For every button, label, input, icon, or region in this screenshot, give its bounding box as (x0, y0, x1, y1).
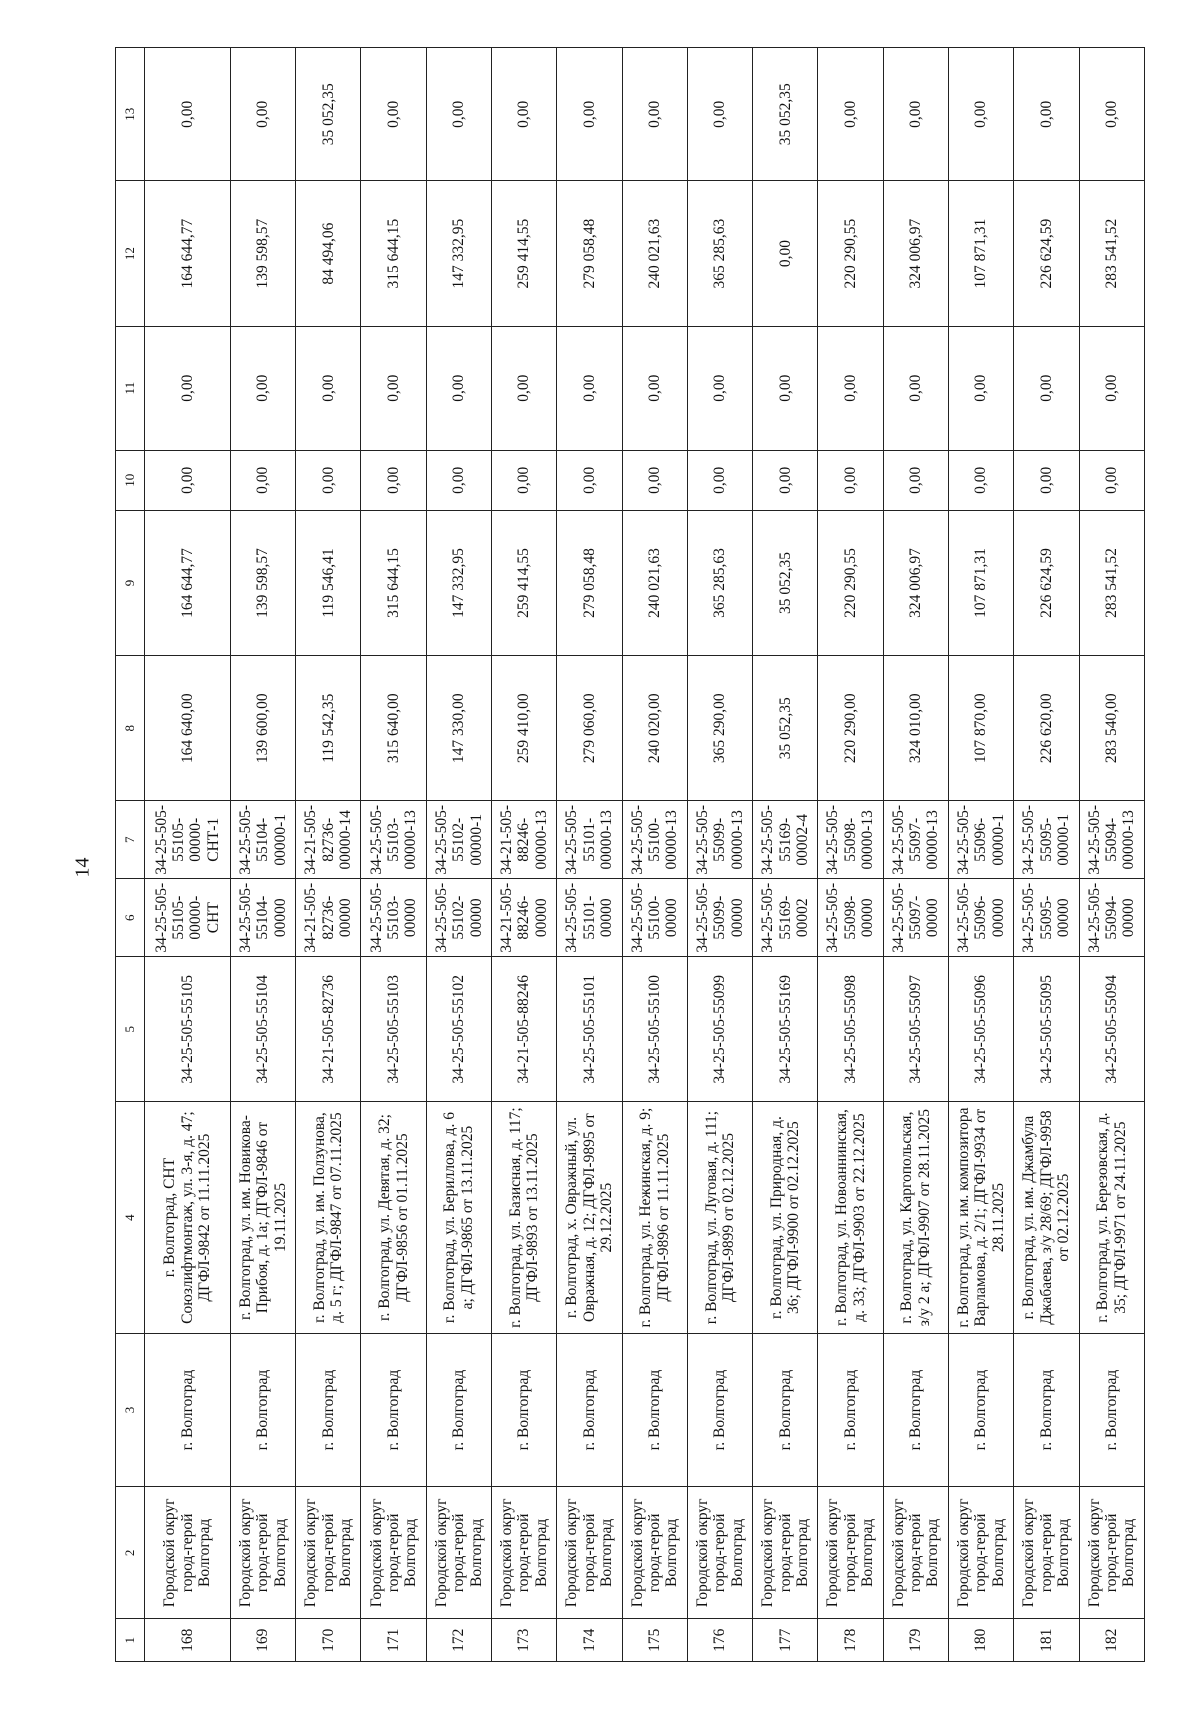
amount-col12-cell: 84 494,06 (296, 181, 361, 326)
address-contract-cell: г. Волгоград, ул. им. композитора Варламова, д. 2/1; ДГФЛ-9934 от 28.11.2025 (948, 1102, 1013, 1333)
amount-col10-cell: 0,00 (145, 450, 231, 510)
object-code-cell: 34-21-505-88246-00000 (491, 879, 556, 957)
point-code-cell: 34-21-505-82736-00000-14 (296, 801, 361, 879)
table-row (426, 48, 491, 1662)
amount-col11-cell: 0,00 (948, 326, 1013, 450)
table-row (145, 48, 231, 1662)
amount-col9-cell: 220 290,55 (818, 510, 883, 655)
municipality-cell: Городской округ город-герой Волгоград (622, 1487, 687, 1619)
settlement-cell: г. Волгоград (1014, 1333, 1079, 1486)
settlement-cell: г. Волгоград (145, 1333, 231, 1486)
amount-col12-cell: 365 285,63 (687, 181, 752, 326)
row-number-cell: 179 (883, 1619, 948, 1662)
settlement-cell: г. Волгоград (818, 1333, 883, 1486)
row-number-cell: 170 (296, 1619, 361, 1662)
amount-col12-cell: 164 644,77 (145, 181, 231, 326)
point-code-cell: 34-25-505-55105-00000-СНТ-1 (145, 801, 231, 879)
settlement-cell: г. Волгоград (426, 1333, 491, 1486)
amount-col11-cell: 0,00 (1079, 326, 1144, 450)
object-code-cell: 34-25-505-55104-00000 (230, 879, 295, 957)
settlement-cell: г. Волгоград (622, 1333, 687, 1486)
amount-col12-cell: 139 598,57 (230, 181, 295, 326)
point-code-cell: 34-25-505-55101-00000-13 (557, 801, 622, 879)
municipality-cell: Городской округ город-герой Волгоград (361, 1487, 426, 1619)
point-code-cell: 34-21-505-88246-00000-13 (491, 801, 556, 879)
point-code-cell: 34-25-505-55098-00000-13 (818, 801, 883, 879)
object-code-cell: 34-25-505-55100-00000 (622, 879, 687, 957)
amount-col11-cell: 0,00 (491, 326, 556, 450)
row-number-cell: 173 (491, 1619, 556, 1662)
object-code-cell: 34-25-505-55095-00000 (1014, 879, 1079, 957)
amount-col10-cell: 0,00 (622, 450, 687, 510)
amount-col13-cell: 0,00 (557, 48, 622, 181)
amount-col12-cell: 107 871,31 (948, 181, 1013, 326)
code-cell: 34-25-505-55101 (557, 957, 622, 1102)
column-number: 11 (116, 326, 145, 450)
municipality-cell: Городской округ город-герой Волгоград (296, 1487, 361, 1619)
amount-col10-cell: 0,00 (230, 450, 295, 510)
amount-col12-cell: 315 644,15 (361, 181, 426, 326)
address-contract-cell: г. Волгоград, ул. Природная, д. 36; ДГФЛ-9900 от 02.12.2025 (753, 1102, 818, 1333)
address-contract-cell: г. Волгоград, ул. им. Ползунова, д. 5 г; ДГФЛ-9847 от 07.11.2025 (296, 1102, 361, 1333)
row-number-cell: 171 (361, 1619, 426, 1662)
column-number: 12 (116, 181, 145, 326)
table-row (753, 48, 818, 1662)
object-code-cell: 34-25-505-55169-00002 (753, 879, 818, 957)
amount-col11-cell: 0,00 (753, 326, 818, 450)
table-row (622, 48, 687, 1662)
amount-col11-cell: 0,00 (361, 326, 426, 450)
point-code-cell: 34-25-505-55100-00000-13 (622, 801, 687, 879)
amount-col8-cell: 324 010,00 (883, 656, 948, 801)
amount-col13-cell: 0,00 (491, 48, 556, 181)
code-cell: 34-25-505-55102 (426, 957, 491, 1102)
amount-col13-cell: 0,00 (230, 48, 295, 181)
table-row (296, 48, 361, 1662)
settlement-cell: г. Волгоград (687, 1333, 752, 1486)
amount-col8-cell: 164 640,00 (145, 656, 231, 801)
municipality-cell: Городской округ город-герой Волгоград (1014, 1487, 1079, 1619)
amount-col12-cell: 0,00 (753, 181, 818, 326)
table-row (1079, 48, 1144, 1662)
settlement-cell: г. Волгоград (491, 1333, 556, 1486)
amount-col13-cell: 0,00 (1079, 48, 1144, 181)
page-number: 14 (71, 857, 94, 878)
column-number: 1 (116, 1619, 145, 1662)
amount-col12-cell: 147 332,95 (426, 181, 491, 326)
amount-col11-cell: 0,00 (230, 326, 295, 450)
amount-col9-cell: 35 052,35 (753, 510, 818, 655)
row-number-cell: 181 (1014, 1619, 1079, 1662)
amount-col9-cell: 139 598,57 (230, 510, 295, 655)
table-row (948, 48, 1013, 1662)
amount-col9-cell: 259 414,55 (491, 510, 556, 655)
object-code-cell: 34-25-505-55102-00000 (426, 879, 491, 957)
address-contract-cell: г. Волгоград, ул. Каргопольская, з/у 2 а; ДГФЛ-9907 от 28.11.2025 (883, 1102, 948, 1333)
table-row (361, 48, 426, 1662)
column-number: 8 (116, 656, 145, 801)
address-contract-cell: г. Волгоград, ул. Бериллова, д. 6 а; ДГФЛ-9865 от 13.11.2025 (426, 1102, 491, 1333)
row-number-cell: 172 (426, 1619, 491, 1662)
amount-col8-cell: 315 640,00 (361, 656, 426, 801)
address-contract-cell: г. Волгоград, ул. Нежинская, д. 9; ДГФЛ-9896 от 11.11.2025 (622, 1102, 687, 1333)
object-code-cell: 34-25-505-55101-00000 (557, 879, 622, 957)
address-contract-cell: г. Волгоград, ул. им. Новикова-Прибоя, д. 1а; ДГФЛ-9846 от 19.11.2025 (230, 1102, 295, 1333)
amount-col8-cell: 107 870,00 (948, 656, 1013, 801)
address-contract-cell: г. Волгоград, СНТ Союзлифтмонтаж, ул. 3-я, д. 47; ДГФЛ-9842 от 11.11.2025 (145, 1102, 231, 1333)
amount-col12-cell: 324 006,97 (883, 181, 948, 326)
row-number-cell: 168 (145, 1619, 231, 1662)
amount-col13-cell: 0,00 (361, 48, 426, 181)
amount-col10-cell: 0,00 (361, 450, 426, 510)
table-row (557, 48, 622, 1662)
object-code-cell: 34-25-505-55094-00000 (1079, 879, 1144, 957)
code-cell: 34-21-505-82736 (296, 957, 361, 1102)
code-cell: 34-25-505-55097 (883, 957, 948, 1102)
amount-col11-cell: 0,00 (883, 326, 948, 450)
amount-col11-cell: 0,00 (818, 326, 883, 450)
row-number-cell: 182 (1079, 1619, 1144, 1662)
row-number-cell: 178 (818, 1619, 883, 1662)
code-cell: 34-25-505-55169 (753, 957, 818, 1102)
amount-col9-cell: 119 546,41 (296, 510, 361, 655)
column-number: 10 (116, 450, 145, 510)
column-number: 9 (116, 510, 145, 655)
row-number-cell: 175 (622, 1619, 687, 1662)
row-number-cell: 180 (948, 1619, 1013, 1662)
amount-col13-cell: 0,00 (145, 48, 231, 181)
code-cell: 34-25-505-55094 (1079, 957, 1144, 1102)
point-code-cell: 34-25-505-55103-00000-13 (361, 801, 426, 879)
column-number: 7 (116, 801, 145, 879)
amount-col8-cell: 139 600,00 (230, 656, 295, 801)
address-contract-cell: г. Волгоград, х. Овражный, ул. Овражная, д. 12; ДГФЛ-9895 от 29.12.2025 (557, 1102, 622, 1333)
object-code-cell: 34-25-505-55097-00000 (883, 879, 948, 957)
column-number: 13 (116, 48, 145, 181)
row-number-cell: 169 (230, 1619, 295, 1662)
object-code-cell: 34-25-505-55099-00000 (687, 879, 752, 957)
amount-col13-cell: 0,00 (1014, 48, 1079, 181)
data-table (115, 47, 1145, 1662)
municipality-cell: Городской округ город-герой Волгоград (687, 1487, 752, 1619)
amount-col8-cell: 279 060,00 (557, 656, 622, 801)
point-code-cell: 34-25-505-55102-00000-1 (426, 801, 491, 879)
row-number-cell: 177 (753, 1619, 818, 1662)
point-code-cell: 34-25-505-55095-00000-1 (1014, 801, 1079, 879)
amount-col10-cell: 0,00 (1014, 450, 1079, 510)
rotated-page (115, 47, 1145, 1662)
amount-col11-cell: 0,00 (296, 326, 361, 450)
amount-col11-cell: 0,00 (426, 326, 491, 450)
table-row (491, 48, 556, 1662)
amount-col9-cell: 240 021,63 (622, 510, 687, 655)
amount-col10-cell: 0,00 (557, 450, 622, 510)
amount-col11-cell: 0,00 (1014, 326, 1079, 450)
object-code-cell: 34-21-505-82736-00000 (296, 879, 361, 957)
settlement-cell: г. Волгоград (361, 1333, 426, 1486)
amount-col9-cell: 365 285,63 (687, 510, 752, 655)
settlement-cell: г. Волгоград (1079, 1333, 1144, 1486)
municipality-cell: Городской округ город-герой Волгоград (491, 1487, 556, 1619)
amount-col11-cell: 0,00 (145, 326, 231, 450)
amount-col13-cell: 0,00 (622, 48, 687, 181)
amount-col10-cell: 0,00 (296, 450, 361, 510)
object-code-cell: 34-25-505-55096-00000 (948, 879, 1013, 957)
column-number-row (116, 48, 145, 1662)
amount-col9-cell: 107 871,31 (948, 510, 1013, 655)
column-number: 6 (116, 879, 145, 957)
code-cell: 34-25-505-55100 (622, 957, 687, 1102)
code-cell: 34-25-505-55104 (230, 957, 295, 1102)
table-row (230, 48, 295, 1662)
amount-col8-cell: 240 020,00 (622, 656, 687, 801)
settlement-cell: г. Волгоград (296, 1333, 361, 1486)
amount-col13-cell: 0,00 (948, 48, 1013, 181)
amount-col9-cell: 315 644,15 (361, 510, 426, 655)
code-cell: 34-25-505-55103 (361, 957, 426, 1102)
amount-col10-cell: 0,00 (883, 450, 948, 510)
amount-col8-cell: 147 330,00 (426, 656, 491, 801)
municipality-cell: Городской округ город-герой Волгоград (883, 1487, 948, 1619)
amount-col12-cell: 279 058,48 (557, 181, 622, 326)
address-contract-cell: г. Волгоград, ул. Базисная, д. 117; ДГФЛ-9893 от 13.11.2025 (491, 1102, 556, 1333)
settlement-cell: г. Волгоград (230, 1333, 295, 1486)
amount-col9-cell: 324 006,97 (883, 510, 948, 655)
code-cell: 34-21-505-88246 (491, 957, 556, 1102)
amount-col9-cell: 147 332,95 (426, 510, 491, 655)
amount-col10-cell: 0,00 (818, 450, 883, 510)
municipality-cell: Городской округ город-герой Волгоград (948, 1487, 1013, 1619)
amount-col12-cell: 240 021,63 (622, 181, 687, 326)
amount-col12-cell: 259 414,55 (491, 181, 556, 326)
object-code-cell: 34-25-505-55105-00000-СНТ (145, 879, 231, 957)
point-code-cell: 34-25-505-55104-00000-1 (230, 801, 295, 879)
point-code-cell: 34-25-505-55169-00002-4 (753, 801, 818, 879)
amount-col9-cell: 226 624,59 (1014, 510, 1079, 655)
amount-col8-cell: 259 410,00 (491, 656, 556, 801)
municipality-cell: Городской округ город-герой Волгоград (753, 1487, 818, 1619)
municipality-cell: Городской округ город-герой Волгоград (230, 1487, 295, 1619)
code-cell: 34-25-505-55095 (1014, 957, 1079, 1102)
point-code-cell: 34-25-505-55094-00000-13 (1079, 801, 1144, 879)
amount-col10-cell: 0,00 (1079, 450, 1144, 510)
amount-col11-cell: 0,00 (687, 326, 752, 450)
amount-col10-cell: 0,00 (687, 450, 752, 510)
table-row (883, 48, 948, 1662)
column-number: 5 (116, 957, 145, 1102)
object-code-cell: 34-25-505-55103-00000 (361, 879, 426, 957)
settlement-cell: г. Волгоград (948, 1333, 1013, 1486)
amount-col11-cell: 0,00 (622, 326, 687, 450)
address-contract-cell: г. Волгоград, ул. Березовская, д. 35; ДГФЛ-9971 от 24.11.2025 (1079, 1102, 1144, 1333)
amount-col13-cell: 0,00 (883, 48, 948, 181)
municipality-cell: Городской округ город-герой Волгоград (145, 1487, 231, 1619)
column-number: 3 (116, 1333, 145, 1486)
address-contract-cell: г. Волгоград, ул. Новоаннинская, д. 33; ДГФЛ-9903 от 22.12.2025 (818, 1102, 883, 1333)
amount-col8-cell: 220 290,00 (818, 656, 883, 801)
municipality-cell: Городской округ город-герой Волгоград (818, 1487, 883, 1619)
amount-col11-cell: 0,00 (557, 326, 622, 450)
municipality-cell: Городской округ город-герой Волгоград (426, 1487, 491, 1619)
amount-col10-cell: 0,00 (948, 450, 1013, 510)
address-contract-cell: г. Волгоград, ул. Девятая, д. 32; ДГФЛ-9856 от 01.11.2025 (361, 1102, 426, 1333)
municipality-cell: Городской округ город-герой Волгоград (557, 1487, 622, 1619)
code-cell: 34-25-505-55105 (145, 957, 231, 1102)
settlement-cell: г. Волгоград (753, 1333, 818, 1486)
amount-col12-cell: 220 290,55 (818, 181, 883, 326)
amount-col10-cell: 0,00 (491, 450, 556, 510)
table-row (818, 48, 883, 1662)
row-number-cell: 176 (687, 1619, 752, 1662)
amount-col9-cell: 283 541,52 (1079, 510, 1144, 655)
point-code-cell: 34-25-505-55096-00000-1 (948, 801, 1013, 879)
amount-col9-cell: 164 644,77 (145, 510, 231, 655)
amount-col8-cell: 35 052,35 (753, 656, 818, 801)
amount-col13-cell: 0,00 (687, 48, 752, 181)
point-code-cell: 34-25-505-55099-00000-13 (687, 801, 752, 879)
settlement-cell: г. Волгоград (883, 1333, 948, 1486)
row-number-cell: 174 (557, 1619, 622, 1662)
settlement-cell: г. Волгоград (557, 1333, 622, 1486)
amount-col13-cell: 0,00 (426, 48, 491, 181)
amount-col12-cell: 283 541,52 (1079, 181, 1144, 326)
address-contract-cell: г. Волгоград, ул. им. Джамбула Джабаева, з/у 28/69; ДГФЛ-9958 от 02.12.2025 (1014, 1102, 1079, 1333)
column-number: 2 (116, 1487, 145, 1619)
amount-col10-cell: 0,00 (426, 450, 491, 510)
amount-col12-cell: 226 624,59 (1014, 181, 1079, 326)
point-code-cell: 34-25-505-55097-00000-13 (883, 801, 948, 879)
amount-col10-cell: 0,00 (753, 450, 818, 510)
table-row (1014, 48, 1079, 1662)
table-row (687, 48, 752, 1662)
address-contract-cell: г. Волгоград, ул. Луговая, д. 111; ДГФЛ-9899 от 02.12.2025 (687, 1102, 752, 1333)
municipality-cell: Городской округ город-герой Волгоград (1079, 1487, 1144, 1619)
amount-col13-cell: 35 052,35 (753, 48, 818, 181)
amount-col13-cell: 35 052,35 (296, 48, 361, 181)
object-code-cell: 34-25-505-55098-00000 (818, 879, 883, 957)
amount-col9-cell: 279 058,48 (557, 510, 622, 655)
amount-col8-cell: 365 290,00 (687, 656, 752, 801)
code-cell: 34-25-505-55098 (818, 957, 883, 1102)
column-number: 4 (116, 1102, 145, 1333)
amount-col8-cell: 119 542,35 (296, 656, 361, 801)
code-cell: 34-25-505-55096 (948, 957, 1013, 1102)
amount-col8-cell: 283 540,00 (1079, 656, 1144, 801)
amount-col13-cell: 0,00 (818, 48, 883, 181)
code-cell: 34-25-505-55099 (687, 957, 752, 1102)
amount-col8-cell: 226 620,00 (1014, 656, 1079, 801)
